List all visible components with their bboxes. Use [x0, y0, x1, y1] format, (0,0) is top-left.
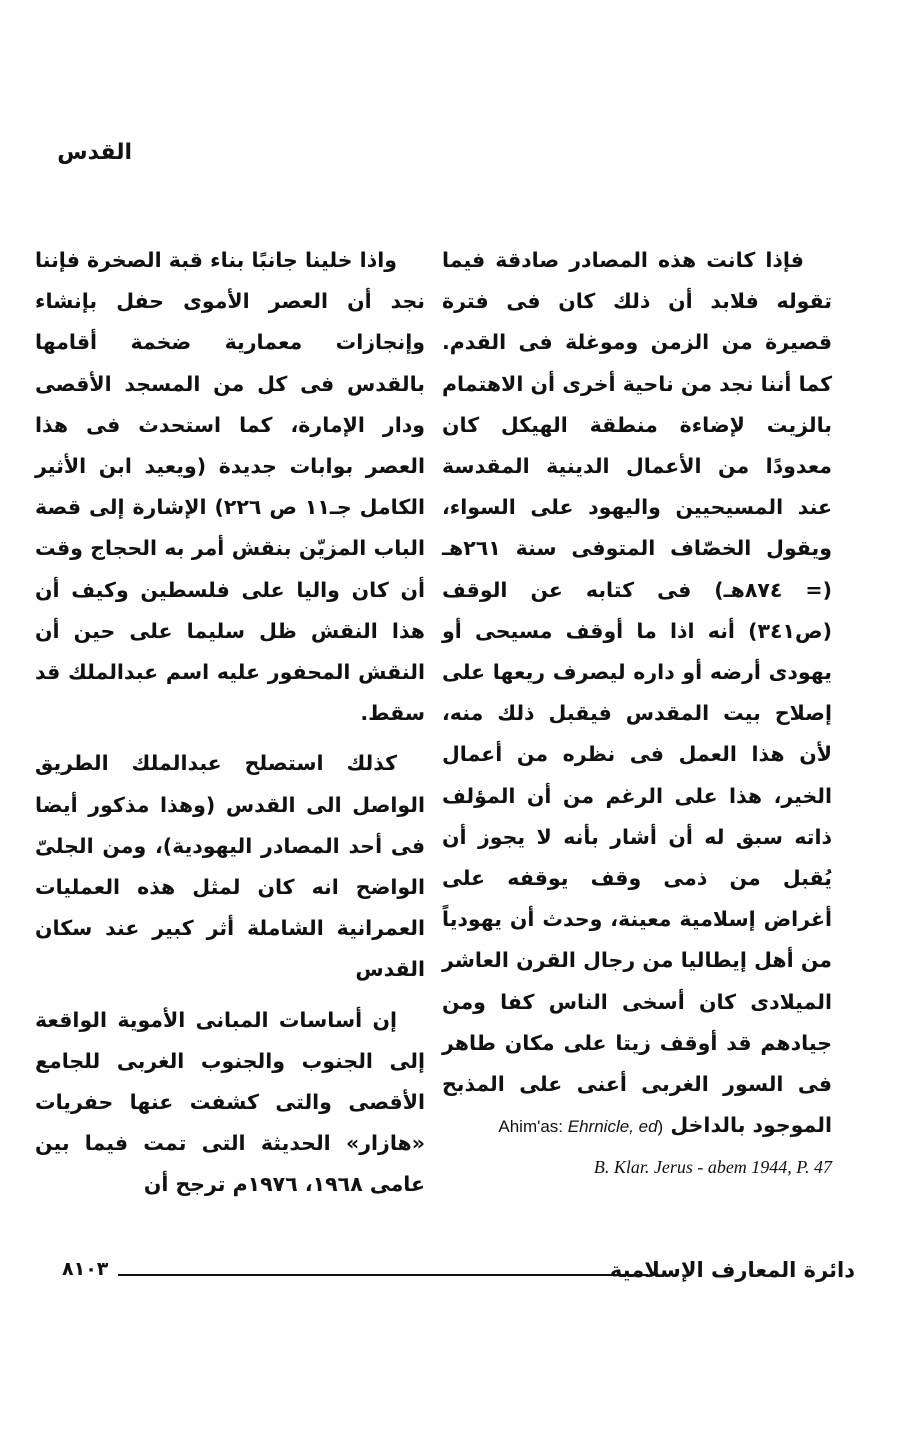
text-column-left [35, 240, 425, 1206]
page-number: ٨١٠٣ [62, 1258, 109, 1280]
paragraph: إن أساسات المبانى الأموية الواقعة إلى الجنوب والجنوب الغربى للجامع الأقصى والتى كشفت عنها حفريات «هازار» الحديثة التى تمت فيما بين عامى ١٩٦٨، ١٩٧٦م ترجح أن [35, 1007, 425, 1197]
paragraph-text: فإذا كانت هذه المصادر صادقة فيما تقوله فلابد أن ذلك كان فى فترة قصيرة من الزمن وموغلة فى القدم. كما أننا نجد من ناحية أخرى أن الاهتمام بالزيت لإضاءة منطقة الهيكل كان معدودًا من الأعمال الدينية المقدسة عند المسيحيين واليهود على السواء، ويقول الخصّاف المتوفى سنة ٢٦١هـ (= ٨٧٤هـ) فى كتابه عن الوقف (ص٣٤١) أنه اذا ما أوقف مسيحى أو يهودى أرضه أو داره ليصرف ريعها على إصلاح بيت المقدس فيقبل ذلك منه، لأن هذا العمل فى نظره من أعمال الخير، هذا على الرغم من أن المؤلف ذاته سبق له أن أشار بأنه لا يجوز أن يُقبل من ذمى وقف يوقفه على أغراض إسلامية معينة، وحدث أن يهودياً من أهل إيطاليا من رجال القرن العاشر الميلادى كان أسخى الناس كفا ومن جيادهم قد أوقف زيتا على مكان طاهر فى السور الغربى أعنى على المذبح الموجود بالداخل [442, 248, 832, 1138]
reference-inline-title: Ehrnicle, ed [567, 1117, 658, 1137]
paragraph: واذا خلينا جانبًا بناء قبة الصخرة فإننا نجد أن العصر الأموى حفل بإنشاء وإنجازات معمارية ضخمة أقامها بالقدس فى كل من المسجد الأقصى ودار الإمارة، كما استحدث فى هذا العصر بوابات جديدة (ويعيد ابن الأثير الكامل جـ١١ ص ٢٢٦) الإشارة إلى قصة الباب المزيّن بنقش أمر به الحجاج وقت أن كان واليا على فلسطين وكيف أن هذا النقش ظل سليما على حين أن النقش المحفور عليه اسم عبدالملك قد سقط. [35, 248, 425, 726]
footer-title: دائرة المعارف الإسلامية [609, 1258, 855, 1282]
text-column-right [442, 240, 832, 1189]
paragraph [442, 240, 832, 1147]
footer-divider [118, 1274, 648, 1276]
paragraph: كذلك استصلح عبدالملك الطريق الواصل الى القدس (وهذا مذكور أيضا فى أحد المصادر اليهودية)، ومن الجلىّ الواضح انه كان لمثل هذه العمليات العمرانية الشاملة أثر كبير عند سكان القدس [35, 751, 425, 982]
reference-inline-paren: ) [657, 1117, 664, 1137]
reference-inline-prefix: Ahim'as: [498, 1117, 568, 1137]
page-header-title: القدس [57, 140, 132, 165]
reference-line: B. Klar. Jerus - abem 1944, P. 47 [593, 1157, 832, 1178]
reference-inline [498, 1117, 663, 1136]
